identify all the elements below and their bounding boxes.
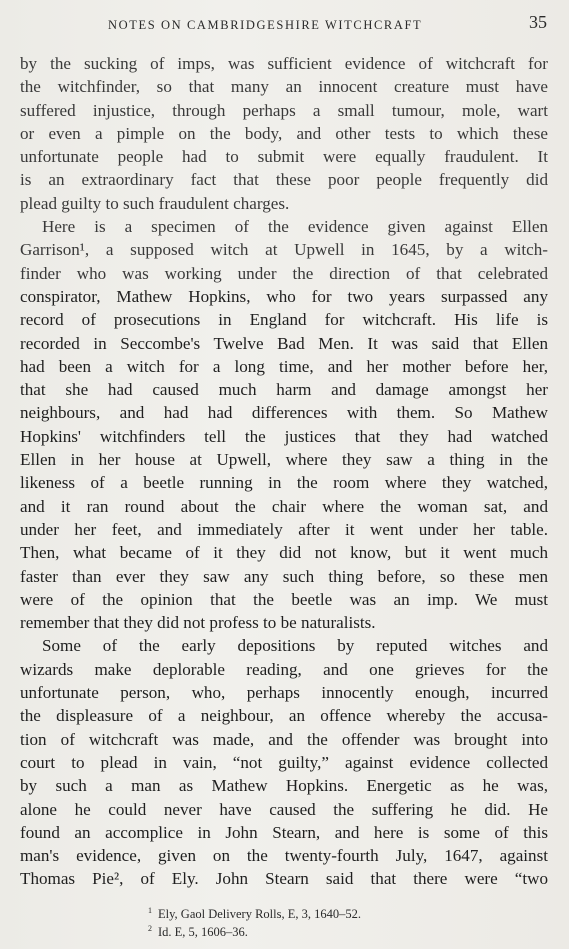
footnote-marker: 1 xyxy=(148,906,152,915)
text-line: the witchfinder, so that many an innocent creature must have xyxy=(20,77,548,97)
text-line: unfortunate person, who, perhaps innocently enough, incurred xyxy=(20,683,548,703)
text-line: suffered injustice, through perhaps a small tumour, mole, wart xyxy=(20,100,548,120)
text-line: tion of witchcraft was made, and the offender was brought into xyxy=(20,729,548,749)
text-line: Ellen in her house at Upwell, where they saw a thing in the xyxy=(20,450,548,470)
text-line: man's evidence, given on the twenty-fourth July, 1647, against xyxy=(20,846,548,866)
text-line: Then, what became of it they did not know, but it went much xyxy=(20,543,548,563)
text-line: record of prosecutions in England for witchcraft. His life is xyxy=(20,310,548,330)
text-line: faster than ever they saw any such thing before, so these men xyxy=(20,566,548,586)
text-line: by the sucking of imps, was sufficient evidence of witchcraft for xyxy=(20,54,548,73)
text-line: conspirator, Mathew Hopkins, who for two years surpassed any xyxy=(20,286,548,306)
text-line: likeness of a beetle running in the room where they watched, xyxy=(20,473,548,493)
text-line: plead guilty to such fraudulent charges. xyxy=(20,193,290,213)
page-header xyxy=(0,12,569,36)
footnote xyxy=(148,906,361,922)
page-number: 35 xyxy=(529,12,547,32)
text-line: Hopkins' witchfinders tell the justices that they had watched xyxy=(20,426,548,446)
text-line: by such a man as Mathew Hopkins. Energetic as he was, xyxy=(20,776,548,796)
text-line: unfortunate people had to submit were equally fraudulent. It xyxy=(20,147,548,167)
text-line: wizards make deplorable reading, and one grieves for the xyxy=(20,659,548,679)
text-line: under her feet, and immediately after it went under her table. xyxy=(20,519,548,539)
footnote xyxy=(148,924,248,940)
text-line: had been a witch for a long time, and her mother before her, xyxy=(20,356,548,376)
text-line: that she had caused much harm and damage amongst her xyxy=(20,380,548,400)
text-line: Thomas Pie², of Ely. John Stearn said that there were “two xyxy=(20,869,548,889)
text-line: Garrison¹, a supposed witch at Upwell in 1645, by a witch- xyxy=(20,240,548,260)
footnote-marker: 2 xyxy=(148,924,152,933)
text-line: and it ran round about the chair where the woman sat, and xyxy=(20,496,548,516)
text-line: the displeasure of a neighbour, an offence whereby the accusa- xyxy=(20,706,548,726)
text-line: found an accomplice in John Stearn, and here is some of this xyxy=(20,822,548,842)
text-line: Here is a specimen of the evidence given against Ellen xyxy=(42,217,548,237)
text-line: Some of the early depositions by reputed witches and xyxy=(42,636,548,656)
running-title: NOTES ON CAMBRIDGESHIRE WITCHCRAFT xyxy=(108,18,423,32)
footnote-text: Id. E, 5, 1606–36. xyxy=(158,925,248,939)
text-line: finder who was working under the direction of that celebrated xyxy=(20,263,548,283)
text-line: were of the opinion that the beetle was an imp. We must xyxy=(20,589,548,609)
text-line: court to plead in vain, “not guilty,” against evidence collected xyxy=(20,752,548,772)
footnote-text: Ely, Gaol Delivery Rolls, E, 3, 1640–52. xyxy=(158,907,361,921)
text-line: remember that they did not profess to be naturalists. xyxy=(20,613,376,633)
body-text xyxy=(20,52,548,891)
text-line: or even a pimple on the body, and other tests to which these xyxy=(20,123,548,143)
text-line: recorded in Seccombe's Twelve Bad Men. It was said that Ellen xyxy=(20,333,548,353)
text-line: is an extraordinary fact that these poor people frequently did xyxy=(20,170,548,190)
text-line: neighbours, and had had differences with them. So Mathew xyxy=(20,403,548,423)
text-line: alone he could never have caused the suffering he did. He xyxy=(20,799,548,819)
